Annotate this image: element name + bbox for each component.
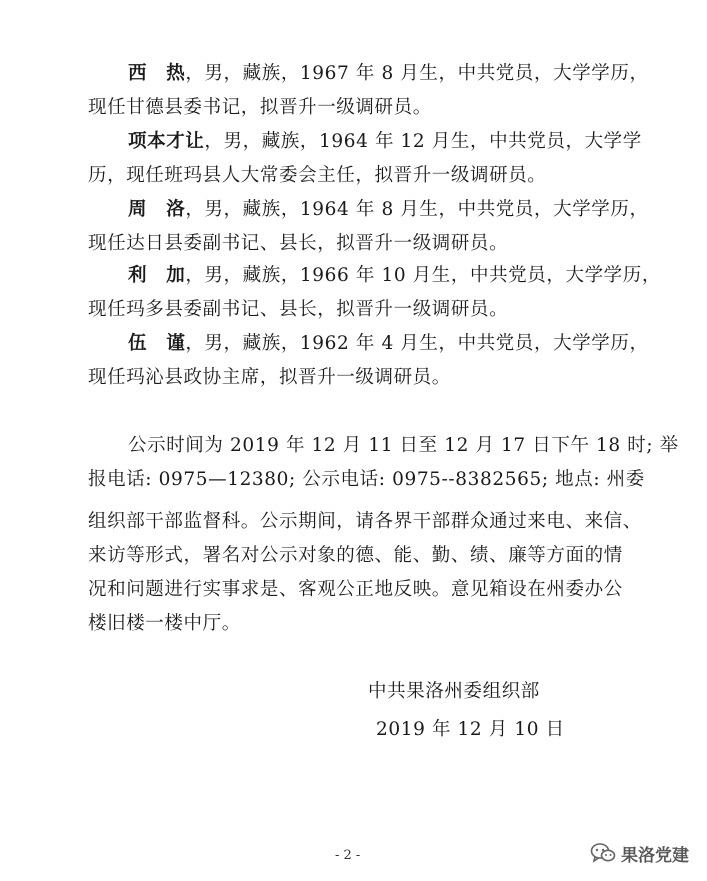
notice-line: 公示时间为 2019 年 12 月 11 日至 12 月 17 日下午 18 时; 举: [128, 435, 679, 456]
entry-4-line-2: 现任玛多县委副书记、县长，拟晋升一级调研员。: [88, 299, 509, 320]
notice-line: 报电话: 0975—12380; 公示电话: 0975--8382565; 地点: 州委: [88, 469, 645, 490]
notice-line: 楼旧楼一楼中厅。: [88, 613, 241, 634]
watermark-text: 果洛党建: [621, 845, 689, 866]
entry-5-line-2: 现任玛沁县政协主席，拟晋升一级调研员。: [88, 367, 451, 388]
entry-3-line-1: 周 洛，男，藏族，1964 年 8 月生，中共党员，大学学历，: [128, 199, 649, 220]
entry-name: 利 加: [128, 265, 186, 286]
entry-1-line-2: 现任甘德县委书记，拟晋升一级调研员。: [88, 97, 432, 118]
page-number: - 2 -: [335, 848, 361, 863]
entry-name: 周 洛: [128, 199, 186, 220]
wechat-icon: [590, 842, 616, 864]
entry-2-line-1: 项本才让，男，藏族，1964 年 12 月生，中共党员，大学学: [128, 131, 642, 152]
notice-line: 来访等形式，署名对公示对象的德、能、勤、绩、廉等方面的情: [88, 545, 623, 566]
watermark: [590, 838, 689, 868]
entry-3-line-2: 现任达日县委副书记、县长，拟晋升一级调研员。: [88, 233, 509, 254]
notice-line: 况和问题进行实事求是、客观公正地反映。意见箱设在州委办公: [88, 579, 623, 600]
entry-2-line-2: 历，现任班玛县人大常委会主任，拟晋升一级调研员。: [88, 165, 547, 186]
entry-5-line-1: 伍 谨，男，藏族，1962 年 4 月生，中共党员，大学学历，: [128, 333, 649, 354]
signature-date: 2019 年 12 月 10 日: [376, 719, 565, 740]
notice-line: 组织部干部监督科。公示期间，请各界干部群众通过来电、来信、: [88, 511, 642, 532]
entry-name: 伍 谨: [128, 333, 186, 354]
signature-org: 中共果洛州委组织部: [368, 681, 540, 702]
entry-name: 西 热: [128, 63, 186, 84]
entry-1-line-1: 西 热，男，藏族，1967 年 8 月生，中共党员，大学学历，: [128, 63, 649, 84]
entry-name: 项本才让: [128, 131, 205, 152]
entry-4-line-1: 利 加，男，藏族，1966 年 10 月生，中共党员，大学学历，: [128, 265, 661, 286]
